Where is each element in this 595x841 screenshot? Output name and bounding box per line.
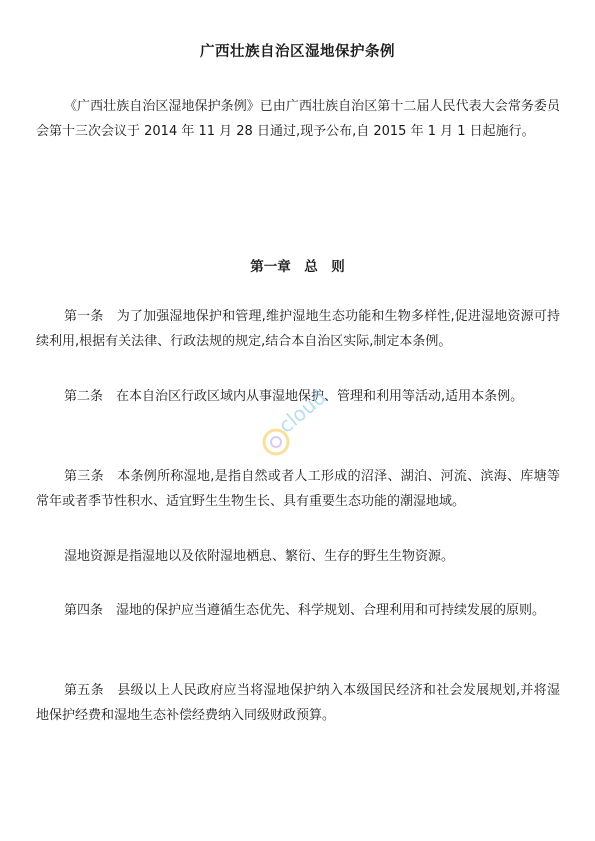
article-text: 县级以上人民政府应当将湿地保护纳入本级国民经济和社会发展规划,并将湿地保护经费和湿地生态补偿经费纳入同级财政预算。 [36, 683, 560, 723]
article-text: 在本自治区行政区域内从事湿地保护、管理和利用等活动,适用本条例。 [116, 389, 524, 404]
article-text: 本条例所称湿地,是指自然或者人工形成的沼泽、湖泊、河流、滨海、库塘等常年或者季节性积水、适宜野生生物生长、具有重要生态功能的潮湿地域。 [36, 469, 560, 509]
article-4 [36, 598, 560, 623]
article-number: 第二条 [64, 389, 104, 404]
article-text: 湿地的保护应当遵循生态优先、科学规划、合理利用和可持续发展的原则。 [116, 603, 546, 618]
preamble-paragraph: 《广西壮族自治区湿地保护条例》已由广西壮族自治区第十二届人民代表大会常务委员会第十三次会议于 2014 年 11 月 28 日通过,现予公布,自 2015 年 1 月 1 日起施行。 [36, 99, 560, 139]
article-text: 湿地资源是指湿地以及依附湿地栖息、繁衍、生存的野生生物资源。 [64, 549, 455, 564]
article-number: 第三条 [64, 469, 104, 484]
watermark-dot [271, 437, 281, 447]
article-number: 第一条 [64, 309, 104, 324]
chapter-heading: 第一章 总 则 [250, 259, 345, 275]
watermark-text: cloud [273, 384, 331, 438]
document-title: 广西壮族自治区湿地保护条例 [200, 44, 395, 60]
article-3-paragraph-2 [36, 544, 560, 569]
article-1 [36, 304, 560, 354]
article-number: 第五条 [64, 683, 104, 698]
article-3 [36, 464, 560, 514]
article-5 [36, 678, 560, 728]
article-text: 为了加强湿地保护和管理,维护湿地生态功能和生物多样性,促进湿地资源可持续利用,根据有关法律、行政法规的规定,结合本自治区实际,制定本条例。 [36, 309, 560, 349]
cloud-watermark-icon [258, 382, 348, 462]
article-number: 第四条 [64, 603, 104, 618]
